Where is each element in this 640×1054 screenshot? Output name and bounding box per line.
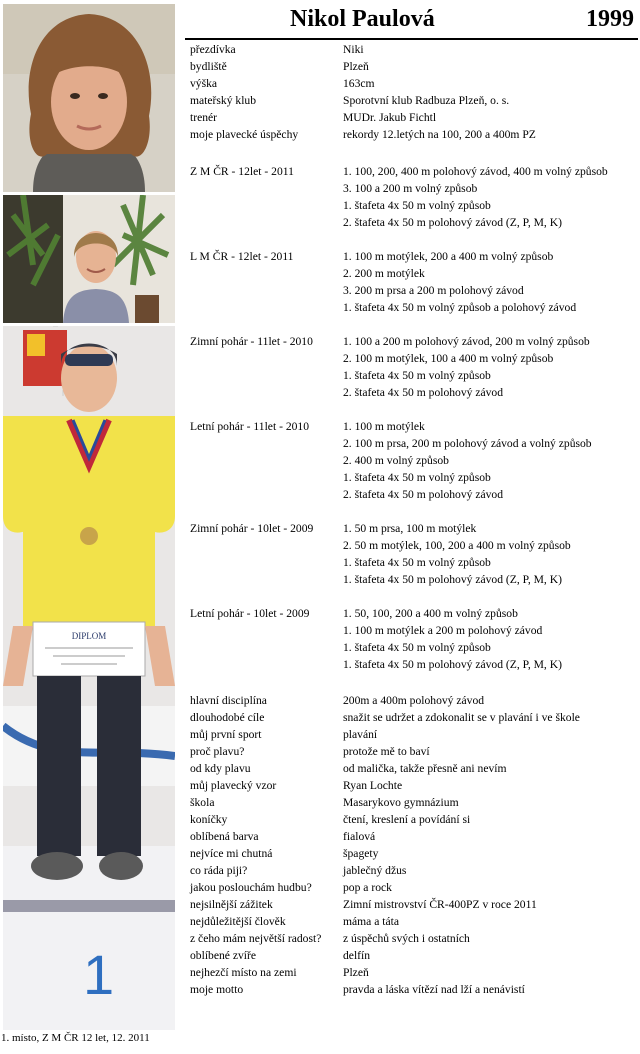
info-value: 200m a 400m polohový závod (343, 694, 485, 707)
diplom-text: DIPLOM (71, 631, 107, 641)
info-label: nejsilnější zážitek (190, 898, 273, 911)
info-label: oblíbené zvíře (190, 949, 256, 962)
info-value: Masarykovo gymnázium (343, 796, 459, 809)
info-value: pop a rock (343, 881, 392, 894)
competition-title: Z M ČR - 12let - 2011 (190, 165, 294, 178)
birth-year: 1999 (586, 6, 634, 32)
result-line: 1. štafeta 4x 50 m volný způsob (343, 199, 491, 212)
result-line: 2. 200 m motýlek (343, 267, 425, 280)
result-line: 1. štafeta 4x 50 m polohový závod (Z, P, M, K) (343, 658, 562, 671)
info-label: dlouhodobé cíle (190, 711, 265, 724)
result-line: 1. štafeta 4x 50 m volný způsob (343, 471, 491, 484)
info-label: jakou poslouchám hudbu? (190, 881, 312, 894)
info-label: mateřský klub (190, 94, 257, 107)
result-line: 1. štafeta 4x 50 m volný způsob a polohový závod (343, 301, 577, 314)
info-value: 163cm (343, 77, 375, 90)
info-value: Plzeň (343, 966, 369, 979)
result-line: 2. 400 m volný způsob (343, 454, 449, 467)
competition-title: Letní pohár - 11let - 2010 (190, 420, 310, 433)
result-line: 1. 100, 200, 400 m polohový závod, 400 m volný způsob (343, 165, 608, 178)
result-line: 2. 50 m motýlek, 100, 200 a 400 m volný způsob (343, 539, 571, 552)
competition-title: Zimní pohár - 10let - 2009 (190, 522, 314, 535)
podium-number: 1 (83, 943, 115, 1006)
result-line: 1. štafeta 4x 50 m volný způsob (343, 556, 491, 569)
info-label: koníčky (190, 813, 228, 826)
result-line: 1. 100 m motýlek a 200 m polohový závod (343, 624, 543, 637)
info-value: Zimní mistrovství ČR-400PZ v roce 2011 (343, 898, 537, 911)
info-label: bydliště (190, 60, 227, 73)
info-label: oblíbená barva (190, 830, 259, 843)
info-value: špagety (343, 847, 379, 860)
info-label: výška (190, 77, 218, 90)
info-value: fialová (343, 830, 376, 843)
competition-results (343, 163, 640, 231)
info-label: co ráda piji? (190, 864, 248, 877)
info-value: protože mě to baví (343, 745, 430, 758)
result-line: 1. 50 m prsa, 100 m motýlek (343, 522, 477, 535)
info-label: proč plavu? (190, 745, 245, 758)
info-label: nejvíce mi chutná (190, 847, 273, 860)
info-value: Sporotvní klub Radbuza Plzeň, o. s. (343, 94, 510, 107)
competition-results (343, 520, 640, 588)
info-value: snažit se udržet a zdokonalit se v plavání i ve škole (343, 711, 580, 724)
info-value: MUDr. Jakub Fichtl (343, 111, 437, 124)
info-value: Ryan Lochte (343, 779, 403, 792)
title-rule (185, 38, 638, 40)
info-label: můj plavecký vzor (190, 779, 277, 792)
result-line: 1. 50, 100, 200 a 400 m volný způsob (343, 607, 518, 620)
result-line: 1. 100 a 200 m polohový závod, 200 m volný způsob (343, 335, 590, 348)
competition-title: Zimní pohár - 11let - 2010 (190, 335, 313, 348)
info-label: hlavní disciplína (190, 694, 267, 707)
info-value: plavání (343, 728, 378, 741)
info-label: můj první sport (190, 728, 262, 741)
result-line: 2. štafeta 4x 50 m polohový závod (Z, P, M, K) (343, 216, 562, 229)
result-line: 1. štafeta 4x 50 m polohový závod (Z, P, M, K) (343, 573, 562, 586)
info-value: delfín (343, 949, 371, 962)
result-line: 2. 100 m prsa, 200 m polohový závod a volný způsob (343, 437, 592, 450)
info-label: trenér (190, 111, 218, 124)
result-line: 3. 200 m prsa a 200 m polohový závod (343, 284, 524, 297)
result-line: 2. štafeta 4x 50 m polohový závod (343, 386, 504, 399)
info-label: moje motto (190, 983, 244, 996)
info-label: moje plavecké úspěchy (190, 128, 299, 141)
info-label: z čeho mám největší radost? (190, 932, 322, 945)
podium-photo (3, 326, 175, 1030)
athlete-name: Nikol Paulová (290, 6, 435, 32)
info-label: nejdůležitější člověk (190, 915, 286, 928)
photo-caption: 1. místo, Z M ČR 12 let, 12. 2011 (1, 1032, 150, 1044)
info-value: pravda a láska vítězí nad lží a nenávistí (343, 983, 525, 996)
info-label: nejhezčí místo na zemi (190, 966, 297, 979)
competition-title: Letní pohár - 10let - 2009 (190, 607, 310, 620)
info-value: Niki (343, 43, 364, 56)
info-value: od malička, takže přesně ani nevím (343, 762, 507, 775)
result-line: 3. 100 a 200 m volný způsob (343, 182, 478, 195)
info-value: Plzeň (343, 60, 369, 73)
result-line: 1. 100 m motýlek (343, 420, 425, 433)
info-value: jablečný džus (343, 864, 407, 877)
competition-title: L M ČR - 12let - 2011 (190, 250, 294, 263)
info-label: škola (190, 796, 215, 809)
info-value: čtení, kreslení a povídání si (343, 813, 471, 826)
info-value: z úspěchů svých i ostatních (343, 932, 470, 945)
competition-results (343, 418, 640, 503)
result-line: 1. štafeta 4x 50 m volný způsob (343, 369, 491, 382)
portrait-photo (3, 4, 175, 192)
competition-results (343, 333, 640, 401)
plant-photo (3, 195, 175, 323)
competition-results (343, 605, 640, 673)
result-line: 2. 100 m motýlek, 100 a 400 m volný způsob (343, 352, 554, 365)
result-line: 1. 100 m motýlek, 200 a 400 m volný způsob (343, 250, 554, 263)
info-value: rekordy 12.letých na 100, 200 a 400m PZ (343, 128, 536, 141)
info-value: máma a táta (343, 915, 400, 928)
info-label: přezdívka (190, 43, 236, 56)
result-line: 1. štafeta 4x 50 m volný způsob (343, 641, 491, 654)
competition-results (343, 248, 640, 316)
info-label: od kdy plavu (190, 762, 251, 775)
result-line: 2. štafeta 4x 50 m polohový závod (343, 488, 504, 501)
